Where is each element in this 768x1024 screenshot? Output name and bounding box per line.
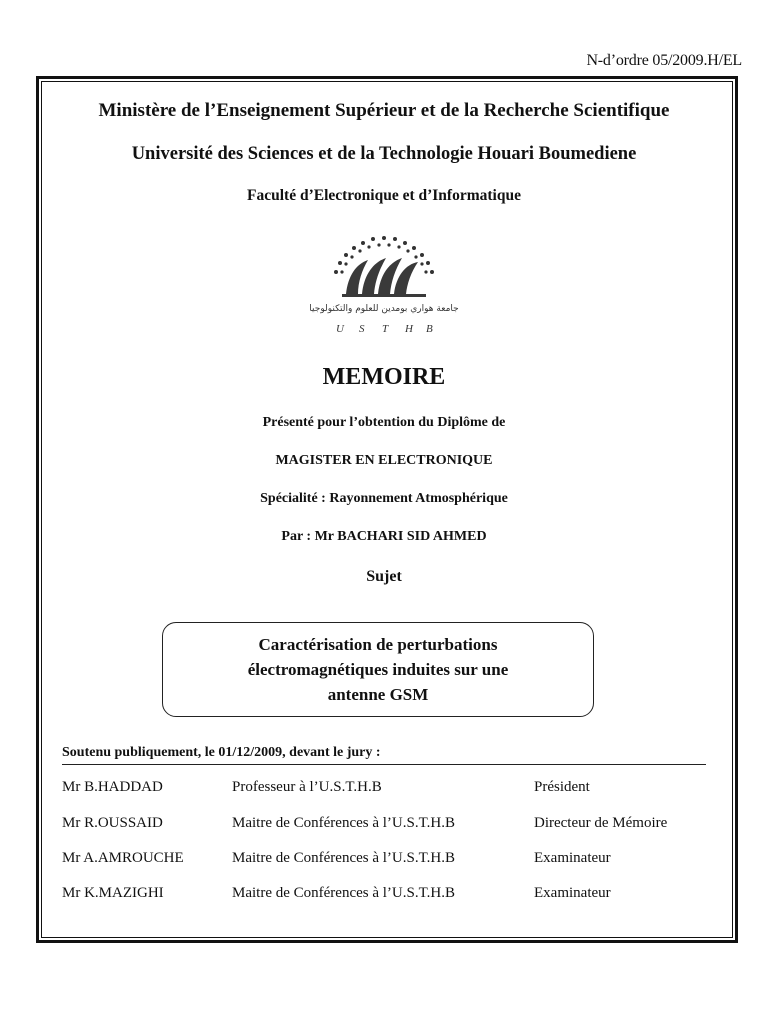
order-number: N-d’ordre 05/2009.H/EL xyxy=(586,52,742,69)
jury-member-title: Maitre de Conférences à l’U.S.T.H.B xyxy=(232,850,455,866)
jury-member-title: Professeur à l’U.S.T.H.B xyxy=(232,779,382,795)
subject-line-1: Caractérisation de perturbations xyxy=(258,635,498,654)
jury-row xyxy=(0,779,768,801)
jury-member-name: Mr B.HADDAD xyxy=(62,779,163,795)
logo-arabic-text: جامعة هواري بومدين للعلوم والتكنولوجيا xyxy=(309,304,459,314)
defense-statement: Soutenu publiquement, le 01/12/2009, devant le jury : xyxy=(62,745,381,760)
subject-label: Sujet xyxy=(366,568,402,585)
jury-member-title: Maitre de Conférences à l’U.S.T.H.B xyxy=(232,815,455,831)
usthb-logo xyxy=(309,228,459,340)
university-title: Université des Sciences et de la Technologie Houari Boumediene xyxy=(131,144,637,164)
jury-row xyxy=(0,885,768,907)
logo-dotted-arch xyxy=(334,236,434,274)
svg-text:S: S xyxy=(359,323,365,335)
jury-member-name: Mr R.OUSSAID xyxy=(62,815,163,831)
diploma-name: MAGISTER EN ELECTRONIQUE xyxy=(275,453,493,468)
defense-rule xyxy=(62,764,706,765)
jury-member-name: Mr A.AMROUCHE xyxy=(62,850,184,866)
jury-member-role: Directeur de Mémoire xyxy=(534,815,668,831)
svg-text:H: H xyxy=(405,323,413,335)
document-type-heading: MEMOIRE xyxy=(322,364,446,390)
jury-member-name: Mr K.MAZIGHI xyxy=(62,885,164,901)
logo-arches xyxy=(346,258,418,294)
presented-for-text: Présenté pour l’obtention du Diplôme de xyxy=(262,415,506,430)
jury-row xyxy=(0,850,768,872)
ministry-title: Ministère de l’Enseignement Supérieur et de la Recherche Scientifique xyxy=(98,100,670,121)
jury-member-role: Examinateur xyxy=(534,885,611,901)
jury-member-role: Examinateur xyxy=(534,850,611,866)
subject-title-box xyxy=(162,622,594,717)
logo-base xyxy=(342,294,426,297)
jury-member-title: Maitre de Conférences à l’U.S.T.H.B xyxy=(232,885,455,901)
specialty-text: Spécialité : Rayonnement Atmosphérique xyxy=(260,491,508,506)
svg-text:U: U xyxy=(336,323,344,335)
subject-line-2: électromagnétiques induites sur une xyxy=(247,660,509,679)
logo-letters xyxy=(336,323,433,335)
svg-text:B: B xyxy=(426,323,433,335)
page-frame-inner xyxy=(41,81,733,938)
author-name: Par : Mr BACHARI SID AHMED xyxy=(281,529,487,544)
faculty-title: Faculté d’Electronique et d’Informatique xyxy=(247,187,521,204)
svg-text:T: T xyxy=(382,323,389,335)
subject-line-3: antenne GSM xyxy=(327,685,429,704)
jury-row xyxy=(0,815,768,837)
jury-member-role: Président xyxy=(534,779,590,795)
